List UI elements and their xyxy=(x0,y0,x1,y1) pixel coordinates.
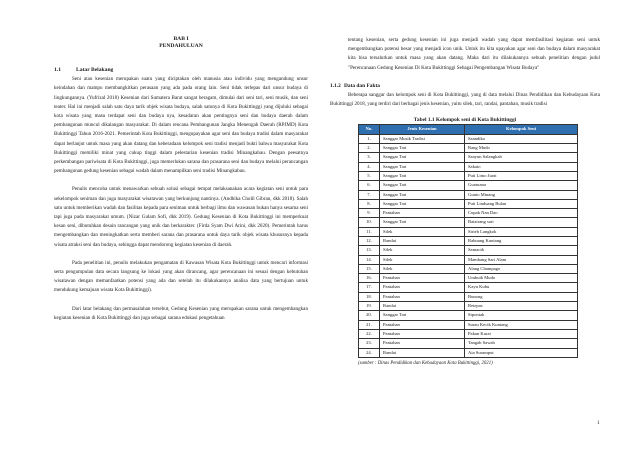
cell-kelompok: Puti Limo Jurai xyxy=(465,171,578,180)
cell-no: 8. xyxy=(359,199,380,208)
cell-kelompok: Saayun Salangkah xyxy=(465,153,578,162)
cell-jenis: Silek xyxy=(380,264,465,273)
table-row xyxy=(359,274,578,283)
cell-jenis: Pantahan xyxy=(380,209,465,218)
cell-no: 15. xyxy=(359,264,380,273)
cell-no: 1. xyxy=(359,134,380,143)
table-row xyxy=(359,246,578,255)
table-row xyxy=(359,292,578,301)
subsection-heading xyxy=(330,82,600,91)
cell-kelompok: Umbuik Mudo xyxy=(465,274,578,283)
cell-no: 19. xyxy=(359,302,380,311)
cell-no: 18. xyxy=(359,292,380,301)
art-groups-table xyxy=(358,124,578,357)
cell-jenis: Randai xyxy=(380,302,465,311)
cell-no: 17. xyxy=(359,283,380,292)
cell-no: 22. xyxy=(359,329,380,338)
cell-jenis: Sanggar Tari xyxy=(380,311,465,320)
cell-no: 13. xyxy=(359,246,380,255)
table-header-row xyxy=(359,125,578,134)
cell-jenis: Sanggar Tari xyxy=(380,171,465,180)
cell-kelompok: Bunong xyxy=(465,292,578,301)
cell-kelompok: Sirieh Langkok xyxy=(465,227,578,236)
paragraph-intro: Seni atau kesenian merupakan suatu yang diciptakan oleh manusia atau individu yang mengandung unsur keindahan dan mampu membangkitkan perasaan yang ada pada orang lain. Seni tidak terlepas dari unsur budaya di lingkungannya. (Yufrizal 2018) Kesenian dari Sumatera Barat sangat beragam, dimulai dari seni tari, seni musik, dan seni teater. Hal ini menjadi salah satu daya tarik objek wisata budaya, salah satunya di Kota Bukittinggi yang dijuluki sebagai kota wisata yang masu terdapat seni dan budaya nya, kesadaran akan pentingnya seni dan budaya daerah dalam pembangunan muncul dikalangan masyarakat. Di dalam rencana Pembangunan Jangka Menengah Daerah (RPJMD) Kota Bukittinggi Tahun 2016-2021. Pemerintah Kota Bukittinggi, mengupayakan agar seni dan budaya tradisi dalam masyarakat dapat berlanjut untuk masa yang akan datang dan keberadaan kelompok seni tradisi menjadi bukti bahwa masyarakat Kota Bukittinggi memiliki minat yang cukup tinggi dalam pelestarian kesenian tradisi Minangkabau. Dengan peesatnya perkembangan pariwisata di Kota Bukittinggi, juga memerlukan sarana dan prasarana seni dan budaya melalui perancangan pembangunan gedung kesenian sebagai wadah dalam menampilkan seni tradisi Minangkabau. xyxy=(54,76,308,175)
cell-no: 16. xyxy=(359,274,380,283)
cell-jenis: Pantahan xyxy=(380,339,465,348)
cell-jenis: Silek xyxy=(380,227,465,236)
cell-kelompok: Kayu Kubu xyxy=(465,283,578,292)
cell-jenis: Pantahan xyxy=(380,329,465,338)
cell-kelompok: Rang Mudo xyxy=(465,144,578,153)
paragraph-continuation: tentang kesenian, serta gedung kesenian ini juga menjadi wadah yang dapat memfasilitasi kegiatan seni untuk mengembangkan potensi besar yang menjadi icon unik. Untuk itu kita upayakan agar seni dan budaya dalam masyarakat kita bisa tersalurkan untuk masa yang akan datang. Maka dari itu dilakukannya sebuah penelitian dengan judul "Perencanaan Gedung Kesenian Di Kota Bukittinggi Sebagai Pengembangan Wisata Budaya" xyxy=(348,37,600,71)
cell-kelompok: Puti Linduang Bulan xyxy=(465,199,578,208)
cell-no: 3. xyxy=(359,153,380,162)
table-row xyxy=(359,320,578,329)
table-row xyxy=(359,302,578,311)
cell-kelompok: Tangah Sawah xyxy=(465,339,578,348)
section-number: 1.1 xyxy=(54,67,61,73)
left-column xyxy=(54,0,308,332)
paragraph-solution: Penulis mencoba untuk menawarkan sebuah solusi sebagai tempat melaksanakan acara kegiatan seni untuk para sekelompok seniman dan juga masyarakat wisatawan yang berkunjung nantinya. (Andhika Cholil Gibran, dkk 2018). Salah satu untuk memberikan wadah dan fasilitas kepada para seniman untuk berbagi ilmu dan wawasan bukan hanya sesama seni tapi juga pada masyarakat umum. (Nizar Gulam Sofi, dkk 2019). Gedung Kesenian di Kota Bukittinggi ini memperkuat kesan seni, dibutuhkan desain rancangan yang unik dan berkarakter. (Firda Syam Dwi Arini, dkk 2020). Pemerintah harus mengembangkan dan meningkatkan serta memberi sarana dan prasarana untuk daya tarik objek wisata khususnya kepada wisata atraksi seni dan budaya, sehingga dapat mendorong kegiatan kesenian di daerah. xyxy=(54,186,308,248)
cell-jenis: Pantahan xyxy=(380,283,465,292)
chapter-title: PENDAHULUAN xyxy=(159,43,203,49)
cell-jenis: Sanggar Tari xyxy=(380,218,465,227)
cell-no: 4. xyxy=(359,162,380,171)
table-row xyxy=(359,199,578,208)
table-row xyxy=(359,218,578,227)
cell-jenis: Pantahan xyxy=(380,320,465,329)
section-title: Latar Belakang xyxy=(76,67,114,73)
cell-kelompok: Alang Champago xyxy=(465,264,578,273)
cell-jenis: Sanggar Tari xyxy=(380,190,465,199)
cell-no: 9. xyxy=(359,209,380,218)
paragraph-data-facts: Beberapa sanggar dan kelompok seni di Kota Bukittinggi, yang di data melalui Dinas Pendidikan dan Kebudayaan Kota Bukittinggi 2018, yang terdiri dari berbagai jenis kesenian, yaitu silek, tari, randai, pantahan, musik tradisi xyxy=(330,92,600,108)
right-column xyxy=(330,0,600,368)
cell-jenis: Silek xyxy=(380,246,465,255)
chapter-label: BAB I xyxy=(173,36,189,42)
cell-no: 7. xyxy=(359,190,380,199)
table-row xyxy=(359,339,578,348)
table-source: (sumber : Dinas Pendidikan dan Kebudayaan Kota Bukittinggi, 2021) xyxy=(358,360,493,366)
cell-no: 2. xyxy=(359,144,380,153)
cell-jenis: Sanggar Tari xyxy=(380,181,465,190)
cell-no: 20. xyxy=(359,311,380,320)
cell-no: 12. xyxy=(359,236,380,245)
cell-no: 14. xyxy=(359,255,380,264)
cell-kelompok: Sipontak xyxy=(465,311,578,320)
table-body xyxy=(359,134,578,357)
paragraph-conclusion: Dari latar belakang dan permasalahan tersebut, Gedung Kesenian yang merupakan sarana untuk mengembangkan kegiatan kesenian di Kota Bukittinggi dan juga sebagai sarana edukasi pengetahuan xyxy=(54,305,308,321)
cell-kelompok: Gurauana xyxy=(465,181,578,190)
cell-kelompok: Rabuang Kuniang xyxy=(465,236,578,245)
cell-jenis: Silek xyxy=(380,255,465,264)
cell-kelompok: Samaoik xyxy=(465,246,578,255)
header-jenis: Jenis Kesenian xyxy=(380,125,465,134)
table-row xyxy=(359,144,578,153)
paragraph-research: Pada penelitian ini, penulis melakukan pengamatan di Kawasan Wisata Kota Bukittinggi untuk mencari informasi serta pengumpulan data secara langsung ke lokasi yang akan dirancang, agar perencanaan ini sesuai dengan kebutuhan wisatawan dengan memanfaatkan potensi yang ada dan setelah itu dilakukannya analisa data yang bertujuan untuk mendukung kemajuan wisata Kota Bukittinggi). xyxy=(54,259,308,294)
cell-jenis: Pantahan xyxy=(380,274,465,283)
cell-jenis: Sanggar Tari xyxy=(380,144,465,153)
cell-kelompok: Pakan Kurai xyxy=(465,329,578,338)
table-row xyxy=(359,227,578,236)
table-row xyxy=(359,190,578,199)
table-row xyxy=(359,209,578,218)
cell-no: 5. xyxy=(359,171,380,180)
table-row xyxy=(359,134,578,143)
table-row xyxy=(359,311,578,320)
cell-jenis: Pantahan xyxy=(380,292,465,301)
cell-kelompok: Mambang Sari Alam xyxy=(465,255,578,264)
cell-jenis: Randai xyxy=(380,348,465,357)
header-kelompok: Kelompok Seni xyxy=(465,125,578,134)
table-row xyxy=(359,153,578,162)
cell-no: 10. xyxy=(359,218,380,227)
cell-jenis: Sanggar Tari xyxy=(380,162,465,171)
header-no: No. xyxy=(359,125,380,134)
cell-no: 11. xyxy=(359,227,380,236)
cell-kelompok: Retepas xyxy=(465,302,578,311)
cell-kelompok: Surau Kecik Kuniang xyxy=(465,320,578,329)
page-number: 1 xyxy=(597,420,600,426)
table-row xyxy=(359,162,578,171)
cell-jenis: Randai xyxy=(380,236,465,245)
cell-kelompok: Gunto Minang xyxy=(465,190,578,199)
table-row xyxy=(359,283,578,292)
cell-kelompok: Baiairang sari xyxy=(465,218,578,227)
table-row xyxy=(359,264,578,273)
table-row xyxy=(359,329,578,338)
cell-kelompok: Aia Suramput xyxy=(465,348,578,357)
cell-jenis: Sanggar Tari xyxy=(380,199,465,208)
cell-no: 6. xyxy=(359,181,380,190)
cell-no: 21. xyxy=(359,320,380,329)
cell-kelompok: Cupak Nan Dao xyxy=(465,209,578,218)
cell-no: 23. xyxy=(359,339,380,348)
subsection-title: Data dan Fakta xyxy=(344,82,380,89)
subsection-number: 1.1.2 xyxy=(330,82,341,89)
table-caption: Tabel 1.1 Kelompok seni di Kota Bukittinggi xyxy=(413,117,517,124)
table-row xyxy=(359,255,578,264)
cell-jenis: Sanggar Tari xyxy=(380,153,465,162)
cell-kelompok: Saandiko xyxy=(465,134,578,143)
cell-kelompok: Sakato xyxy=(465,162,578,171)
table-row xyxy=(359,348,578,357)
table-row xyxy=(359,181,578,190)
cell-no: 24. xyxy=(359,348,380,357)
cell-jenis: Sanggar Musik Tradisi xyxy=(380,134,465,143)
table-row xyxy=(359,236,578,245)
section-heading xyxy=(54,66,308,75)
table-row xyxy=(359,171,578,180)
